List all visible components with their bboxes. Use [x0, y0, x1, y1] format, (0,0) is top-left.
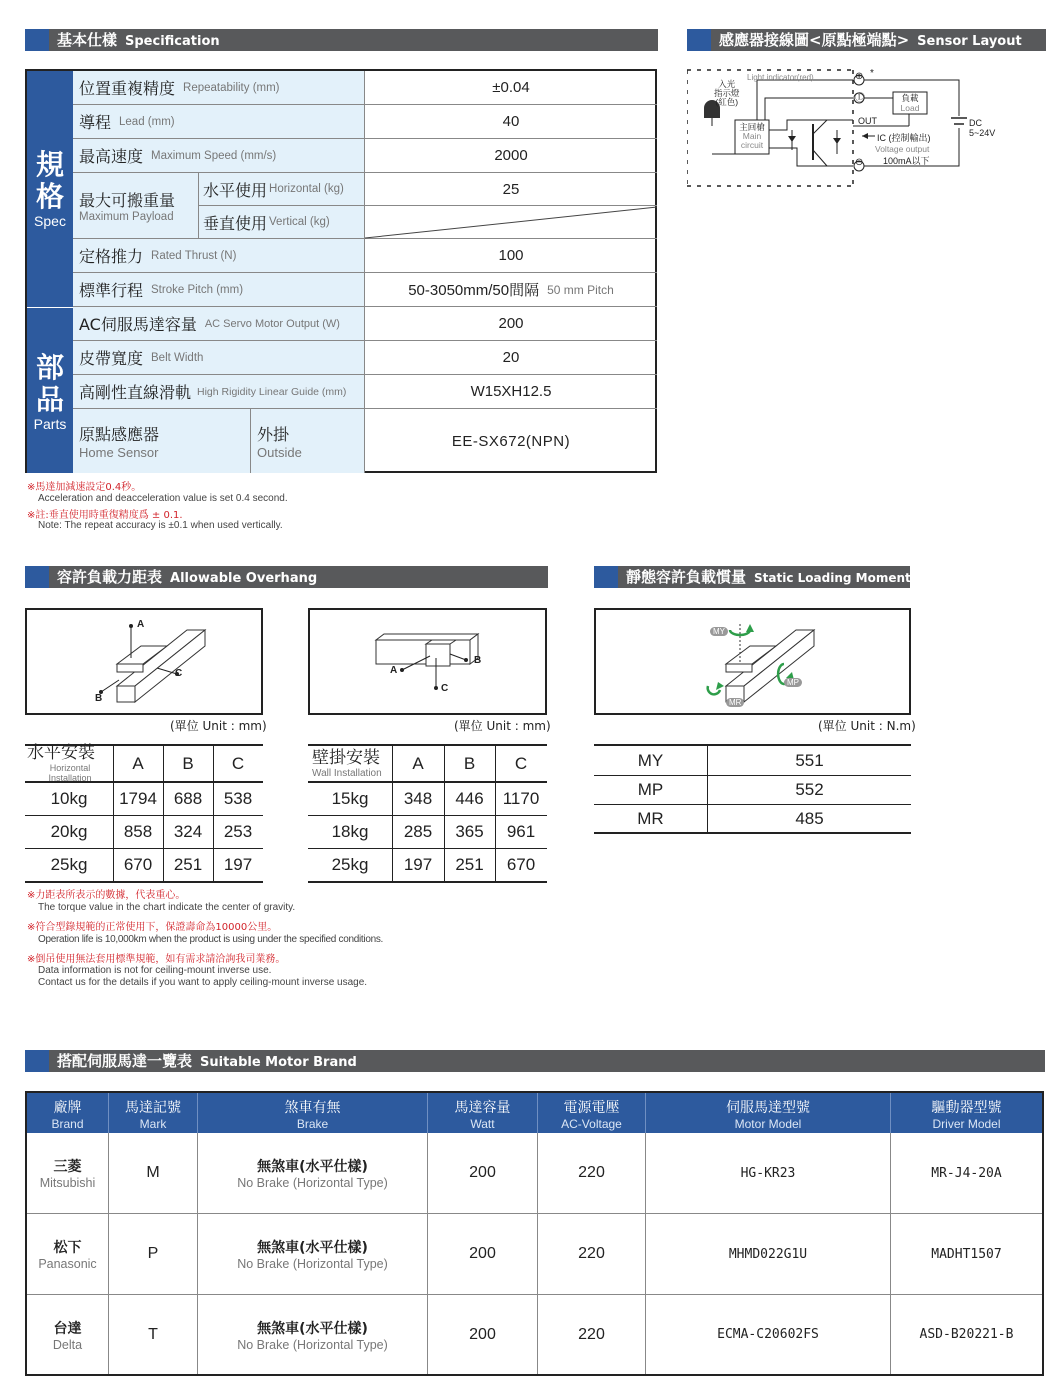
main-circuit-zh: 主回槍: [739, 122, 765, 132]
value-cell: 538: [223, 789, 253, 808]
label-a: A: [137, 619, 145, 630]
motor-model-cell: ECMA-C20602FS: [646, 1295, 891, 1374]
label-en: Belt Width: [151, 351, 204, 364]
home-sensor-zh: 原點感應器: [79, 425, 160, 444]
header-brand: [27, 1093, 109, 1133]
tag-mr: MR: [726, 698, 744, 707]
value-cell: 961: [506, 822, 536, 841]
col-header-c: C: [231, 753, 245, 773]
payload-vertical-value: [365, 206, 657, 239]
header-zh: 馬達容量: [454, 1100, 511, 1116]
motor-title-en: Suitable Motor Brand: [200, 1055, 357, 1070]
motor-section-header: [25, 1050, 1045, 1072]
wall-installation-diagram: [308, 608, 547, 715]
tag-my: MY: [710, 627, 728, 636]
label-en: Repeatability (mm): [183, 81, 280, 94]
brand-en: Delta: [52, 1337, 83, 1352]
voltage-output-label: Voltage output: [875, 144, 930, 154]
vertical-en: Vertical (kg): [269, 216, 330, 228]
band-spec-zh: 規格: [35, 148, 64, 213]
spec-section-header: [25, 29, 658, 51]
moment-value-cell: 485: [795, 808, 824, 828]
moment-title-zh: 靜態容許負載慣量: [626, 568, 747, 586]
watt-cell: 200: [428, 1214, 538, 1295]
col-header-b: B: [182, 753, 194, 773]
moment-unit-label: (單位 Unit : N.m): [818, 719, 916, 733]
brake-en: No Brake (Horizontal Type): [237, 1257, 388, 1271]
load-label: [893, 93, 927, 113]
payload-vertical-label: [199, 206, 365, 239]
spec-title-en: Specification: [125, 34, 220, 49]
mark-cell: T: [109, 1295, 198, 1374]
light-indicator-label: Light indicator(red): [747, 73, 814, 82]
voltage-cell: 220: [538, 1295, 646, 1374]
spec-row-value: 20: [365, 341, 657, 375]
watt-cell: 200: [428, 1295, 538, 1374]
spec-row-value: [365, 273, 657, 307]
value-cell: 285: [403, 822, 433, 841]
brand-zh: 三菱: [53, 1159, 82, 1175]
motor-model-cell: MHMD022G1U: [646, 1214, 891, 1295]
header-driver-model: [891, 1093, 1042, 1133]
spec-note-2-zh: ※註:垂直使用時重復精度爲 ± 0.1.: [27, 510, 183, 521]
spec-row-label: [73, 71, 365, 105]
overhang-note-3-zh: ※倒吊使用無法套用標準規範，如有需求請洽詢我司業務。: [27, 954, 286, 965]
value-cell: 251: [455, 855, 484, 874]
label-zh: 皮帶寬度: [79, 349, 144, 368]
moment-title-en: Static Loading Moment: [754, 571, 911, 585]
spec-row-value: W15XH12.5: [365, 375, 657, 409]
spec-row-label: [73, 307, 365, 341]
incident-indicator-label: [714, 80, 740, 107]
horizontal-title-zh: 水平安裝: [27, 743, 95, 763]
spec-row-label: [73, 239, 365, 273]
brake-cell: [198, 1133, 428, 1214]
terminal-minus: ⊖: [855, 157, 864, 168]
moment-diagram: [594, 608, 911, 715]
moment-name-cell: MR: [637, 808, 664, 828]
overhang-note-1-en: The torque value in the chart indicate the center of gravity.: [38, 902, 296, 913]
value-cell: 348: [403, 789, 433, 808]
sensor-wiring-diagram: [687, 68, 1046, 188]
value-cell: 1794: [119, 789, 157, 808]
brake-zh: 無煞車(水平仕樣): [257, 1240, 368, 1256]
load-cell: 20kg: [50, 822, 88, 841]
payload-en: Maximum Payload: [79, 211, 174, 223]
spec-row-label: [73, 139, 365, 173]
label-en: Stroke Pitch (mm): [151, 283, 244, 296]
spec-note-1-zh: ※馬達加減速設定0.4秒。: [27, 482, 142, 493]
stroke-value: 50-3050mm/50間隔: [408, 282, 540, 299]
horizontal-title-en: Horizontal Installation: [48, 763, 92, 783]
load-cell: 10kg: [50, 789, 88, 808]
spec-row-value: 200: [365, 307, 657, 341]
header-motor-model: [646, 1093, 891, 1133]
header-voltage: [538, 1093, 646, 1133]
home-sensor-label: [73, 409, 251, 473]
spec-note-2-en: Note: The repeat accuracy is ±0.1 when used vertically.: [38, 520, 283, 531]
load-cell: 25kg: [50, 855, 88, 874]
brake-zh: 無煞車(水平仕樣): [257, 1159, 368, 1175]
mount-zh: 外掛: [257, 425, 290, 444]
spec-row-label: [73, 273, 365, 307]
label-en: AC Servo Motor Output (W): [204, 317, 340, 330]
moment-section-header: [594, 566, 910, 588]
value-cell: 1170: [502, 789, 540, 808]
col-header-b: B: [463, 753, 476, 773]
header-watt: [428, 1093, 538, 1133]
label-zh: 高剛性直線滑軌: [79, 383, 192, 402]
brake-cell: [198, 1295, 428, 1374]
out-label: OUT: [858, 116, 877, 126]
incident-zh-1: 入光: [718, 79, 736, 89]
load-cell: 25kg: [331, 855, 369, 874]
header-zh: 電源電壓: [563, 1100, 620, 1116]
label-zh: 標準行程: [79, 281, 144, 300]
label-zh: AC伺服馬達容量: [79, 315, 197, 334]
header-mark: [109, 1093, 198, 1133]
brand-cell: [27, 1295, 109, 1374]
home-sensor-en: Home Sensor: [79, 445, 159, 460]
wall-title: [308, 746, 392, 781]
header-en: AC-Voltage: [561, 1117, 622, 1131]
sensor-title-zh: 感應器接線圖<原點極端點>: [719, 31, 910, 49]
col-header-a: A: [412, 753, 424, 773]
wall-title-zh: 壁掛安裝: [312, 747, 380, 768]
moment-value-cell: 552: [795, 780, 824, 799]
driver-model-cell: ASD-B20221-B: [919, 1327, 1014, 1342]
spec-table: [25, 69, 657, 473]
dc-text: DC: [969, 118, 982, 128]
overhang-note-3-en-2: Contact us for the details if you want to apply ceiling-mount inverse usage.: [38, 977, 368, 988]
mark-cell: P: [109, 1214, 198, 1295]
horizontal-unit-label: (單位 Unit : mm): [170, 719, 267, 733]
voltage-cell: 220: [538, 1133, 646, 1214]
horizontal-installation-diagram: [25, 608, 263, 715]
brand-zh: 台達: [53, 1320, 82, 1337]
overhang-note-1-zh: ※力距表所表示的數據，代表重心。: [27, 890, 186, 901]
vertical-zh: 垂直使用: [203, 213, 268, 233]
header-en: Watt: [470, 1117, 495, 1131]
band-parts-en: Parts: [33, 416, 67, 432]
value-cell: 670: [123, 855, 153, 874]
label-c: C: [175, 668, 183, 679]
dc-range: 5~24V: [969, 128, 996, 138]
brand-cell: [27, 1133, 109, 1214]
overhang-title-en: Allowable Overhang: [170, 571, 318, 586]
label-b: B: [474, 655, 482, 666]
value-cell: 858: [123, 822, 153, 841]
brake-zh: 無煞車(水平仕樣): [257, 1320, 368, 1337]
label-zh: 最高速度: [79, 147, 144, 166]
spec-row-label: [73, 105, 365, 139]
load-cell: 18kg: [331, 822, 369, 841]
spec-note-1-en: Acceleration and deacceleration value is set 0.4 second.: [38, 493, 288, 504]
value-cell: 365: [455, 822, 484, 841]
not-applicable-slash: [365, 206, 657, 239]
moment-value-cell: 551: [795, 750, 824, 770]
value-cell: 446: [455, 789, 484, 808]
col-header-a: A: [132, 753, 144, 773]
incident-zh-2: 指示燈: [714, 88, 740, 98]
header-zh: 廠牌: [53, 1100, 82, 1116]
home-sensor-value: EE-SX672(NPN): [451, 432, 571, 450]
header-zh: 馬達記號: [125, 1100, 181, 1116]
spec-row-value: 100: [365, 239, 657, 273]
moment-table: [594, 744, 911, 836]
mount-en: Outside: [257, 445, 302, 460]
header-en: Motor Model: [734, 1117, 802, 1131]
terminal-plus: ⊕: [855, 71, 864, 82]
incident-zh-3: (紅色): [715, 97, 739, 107]
payload-zh: 最大可搬重量: [79, 191, 176, 210]
brand-en: Mitsubishi: [39, 1176, 96, 1190]
parts-band: [27, 307, 73, 473]
control-output-zh: (控制輸出): [888, 133, 931, 143]
header-zh: 驅動器型號: [931, 1100, 1002, 1116]
brake-en: No Brake (Horizontal Type): [237, 1176, 388, 1190]
voltage-cell: 220: [538, 1214, 646, 1295]
payload-label: [73, 173, 199, 239]
header-zh: 伺服馬達型號: [726, 1100, 810, 1116]
moment-name-cell: MP: [637, 780, 664, 799]
overhang-title-zh: 容許負載力距表: [57, 568, 163, 586]
terminal-l: Ⓛ: [855, 93, 865, 104]
value-cell: 670: [506, 855, 536, 874]
value-cell: 197: [223, 855, 253, 874]
spec-band: [27, 71, 73, 307]
wall-rail-svg: [310, 610, 545, 713]
header-en: Brake: [296, 1117, 329, 1131]
dc-label: [969, 118, 995, 138]
wall-title-en: Wall Installation: [312, 767, 382, 779]
wall-unit-label: (單位 Unit : mm): [454, 719, 551, 733]
brand-en: Panasonic: [38, 1257, 97, 1271]
ic-text: IC: [877, 133, 886, 143]
label-zh: 定格推力: [79, 247, 144, 266]
wall-overhang-table: [308, 744, 547, 884]
load-cell: 15kg: [331, 789, 369, 808]
spec-row-label: [73, 341, 365, 375]
band-spec-en: Spec: [34, 213, 66, 229]
value-cell: 253: [223, 822, 253, 841]
value-cell: 197: [403, 855, 433, 874]
horizontal-zh: 水平使用: [203, 180, 268, 200]
band-parts-zh: 部品: [35, 351, 64, 416]
col-header-c: C: [514, 753, 528, 773]
mark-cell: M: [109, 1133, 198, 1214]
motor-model-cell: HG-KR23: [646, 1133, 891, 1214]
label-en: Rated Thrust (N): [151, 249, 237, 262]
brand-cell: [27, 1214, 109, 1295]
sensor-section-header: [687, 29, 1046, 51]
horizontal-en: Horizontal (kg): [269, 183, 344, 195]
current-label: 100mA以下: [883, 156, 930, 166]
main-circuit-label: [736, 123, 768, 150]
label-zh: 導程: [79, 113, 112, 132]
header-brake: [198, 1093, 428, 1133]
load-zh: 負載: [901, 93, 919, 103]
main-circuit-en-2: circuit: [740, 140, 764, 150]
driver-model-cell: MR-J4-20A: [891, 1133, 1042, 1214]
driver-model-cell: MADHT1507: [891, 1214, 1042, 1295]
brake-cell: [198, 1214, 428, 1295]
main-circuit-en-1: Main: [742, 131, 762, 141]
terminal-asterisk: *: [870, 68, 874, 79]
label-b: B: [95, 693, 103, 704]
spec-title-zh: 基本仕樣: [57, 31, 118, 49]
value-cell: 688: [173, 789, 203, 808]
header-en: Mark: [139, 1117, 167, 1131]
spec-row-label: [73, 375, 365, 409]
horizontal-title: [25, 743, 113, 783]
load-en: Load: [900, 103, 920, 113]
horizontal-overhang-table: [25, 744, 263, 884]
header-en: Brand: [51, 1117, 84, 1131]
sensor-title-en: Sensor Layout: [917, 34, 1022, 49]
label-en: Lead (mm): [119, 115, 175, 128]
label-c: C: [441, 683, 449, 694]
stroke-pitch-en: 50 mm Pitch: [547, 282, 614, 297]
label-zh: 位置重複精度: [79, 79, 176, 98]
motor-title-zh: 搭配伺服馬達一覽表: [57, 1052, 193, 1070]
label-en: Maximum Speed (mm/s): [151, 149, 277, 162]
label-a: A: [390, 665, 398, 676]
payload-horizontal-value: 25: [365, 173, 657, 206]
value-cell: 324: [173, 822, 203, 841]
brand-zh: 松下: [53, 1240, 82, 1256]
overhang-section-header: [25, 566, 548, 588]
spec-row-value: 40: [365, 105, 657, 139]
header-en: Driver Model: [932, 1117, 1001, 1131]
home-sensor-mount: [251, 409, 365, 473]
moment-rail-svg: [596, 610, 909, 713]
label-en: High Rigidity Linear Guide (mm): [197, 385, 347, 398]
value-cell: 251: [173, 855, 203, 874]
motor-table: [25, 1091, 1044, 1376]
payload-horizontal-label: [199, 173, 365, 206]
overhang-note-2-en: Operation life is 10,000km when the product is using under the specified conditions.: [38, 934, 384, 945]
moment-name-cell: MY: [637, 750, 664, 770]
overhang-note-2-zh: ※符合型錄規範的正常使用下，保證壽命為10000公里。: [27, 922, 278, 933]
spec-row-value: ±0.04: [365, 71, 657, 105]
overhang-note-3-en: Data information is not for ceiling-mount inverse use.: [38, 965, 272, 976]
brake-en: No Brake (Horizontal Type): [237, 1337, 388, 1352]
tag-mp: MP: [784, 678, 802, 687]
header-zh: 煞車有無: [284, 1100, 341, 1116]
watt-cell: 200: [428, 1133, 538, 1214]
ic-label: [877, 131, 931, 144]
spec-row-value: 2000: [365, 139, 657, 173]
